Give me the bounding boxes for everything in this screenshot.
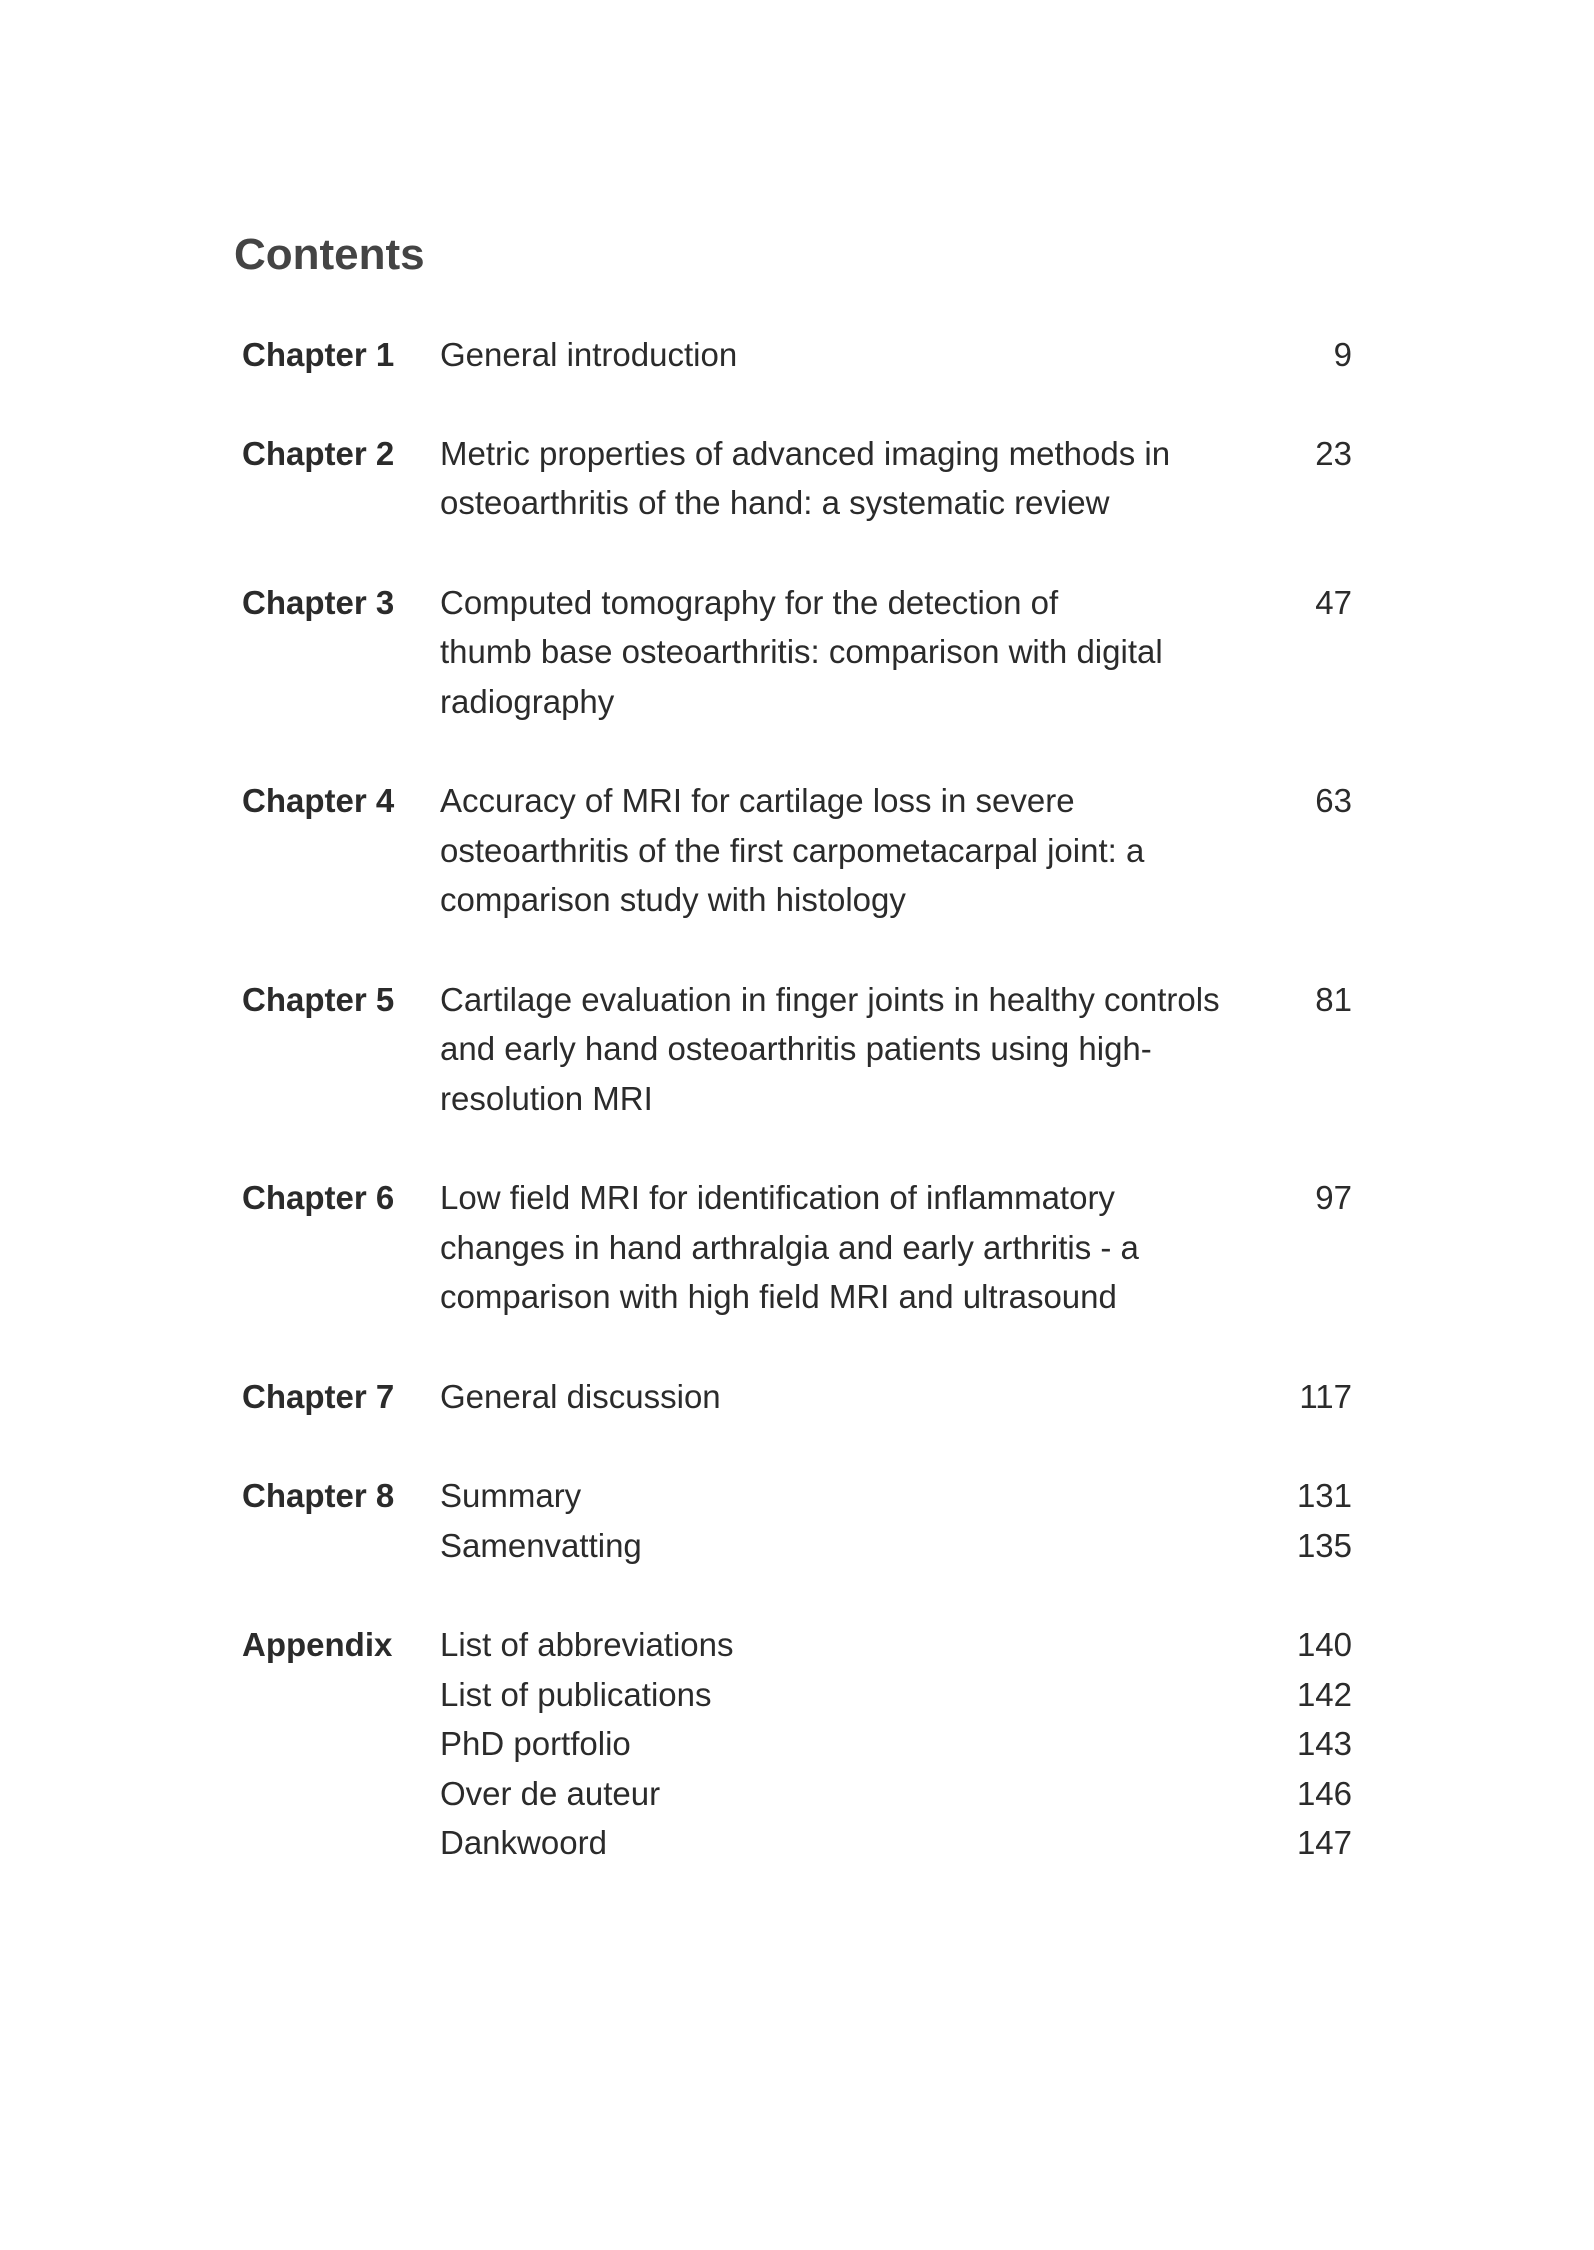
- toc-title-line: and early hand osteoarthritis patients using high-: [440, 1030, 1152, 1067]
- toc-entry-page: 23: [1315, 434, 1352, 472]
- toc-entry-title: General discussion: [440, 1377, 721, 1415]
- toc-entry-page: 135: [1296, 1526, 1352, 1564]
- toc-entry-title: Samenvatting: [440, 1526, 642, 1564]
- toc-title-line: resolution MRI: [440, 1079, 653, 1117]
- toc-entry[interactable]: [440, 1818, 1352, 1868]
- toc-entries: [440, 578, 1352, 727]
- toc-entry-title: [440, 429, 1240, 528]
- toc-row-chapter-8: [242, 1471, 1352, 1570]
- toc-entry-title: Summary: [440, 1477, 582, 1514]
- toc-entry-page: 9: [1333, 336, 1352, 373]
- toc-row-chapter-5: [242, 975, 1352, 1124]
- toc-entry-title: General introduction: [440, 336, 738, 373]
- toc-title-line: Cartilage evaluation in finger joints in healthy controls: [440, 980, 1220, 1018]
- toc-row-chapter-3: [242, 578, 1352, 727]
- toc-entry-title: Over de auteur: [440, 1774, 661, 1812]
- toc-label: Chapter 1: [242, 336, 395, 373]
- toc-entries: [440, 975, 1352, 1124]
- toc-label: Chapter 7: [242, 1377, 395, 1415]
- toc-entry[interactable]: [440, 975, 1352, 1124]
- toc-entry-title: Dankwoord: [440, 1824, 607, 1861]
- toc-entries: [440, 1471, 1352, 1570]
- toc-title-line: changes in hand arthralgia and early arthritis - a: [440, 1228, 1139, 1266]
- toc-entry-title: List of publications: [440, 1675, 712, 1713]
- toc-title-line: Low field MRI for identification of inflammatory: [440, 1179, 1115, 1216]
- toc-row-chapter-4: [242, 776, 1352, 925]
- toc-entry-page: 143: [1296, 1725, 1352, 1762]
- toc-entry[interactable]: [440, 1769, 1352, 1819]
- toc-row-chapter-1: [242, 330, 1352, 380]
- toc-label: Appendix: [242, 1626, 393, 1663]
- toc-entry[interactable]: [440, 1173, 1352, 1322]
- toc-title-line: Accuracy of MRI for cartilage loss in severe: [440, 782, 1075, 819]
- toc-entry-page: 142: [1296, 1675, 1352, 1713]
- toc-entry-page: 63: [1315, 782, 1352, 819]
- toc-entry[interactable]: [440, 429, 1352, 528]
- toc-title-line: osteoarthritis of the hand: a systematic review: [440, 484, 1110, 521]
- toc-entry-page: 117: [1299, 1377, 1352, 1415]
- toc-label: Chapter 4: [242, 782, 395, 819]
- toc-label: Chapter 3: [242, 583, 395, 621]
- toc-entry-title: PhD portfolio: [440, 1725, 631, 1762]
- table-of-contents: [242, 330, 1352, 1868]
- toc-entry[interactable]: [440, 1719, 1352, 1769]
- toc-title-line: Metric properties of advanced imaging methods in: [440, 434, 1171, 472]
- toc-entries: [440, 1372, 1352, 1422]
- toc-row-chapter-2: [242, 429, 1352, 528]
- toc-label: Chapter 2: [242, 434, 395, 472]
- toc-title-line: comparison study with histology: [440, 881, 906, 918]
- toc-entries: [440, 429, 1352, 528]
- toc-entry[interactable]: [440, 1372, 1352, 1422]
- toc-entry-title: [440, 1173, 1240, 1322]
- toc-entry-page: 146: [1296, 1774, 1352, 1812]
- toc-row-chapter-6: [242, 1173, 1352, 1322]
- toc-title-line: Computed tomography for the detection of: [440, 583, 1059, 621]
- toc-entry[interactable]: [440, 1620, 1352, 1670]
- toc-entry-title: List of abbreviations: [440, 1626, 734, 1663]
- toc-entry[interactable]: [440, 578, 1352, 727]
- toc-entry-page: 97: [1315, 1179, 1352, 1216]
- toc-entry-title: [440, 578, 1240, 727]
- toc-entry-page: 131: [1296, 1477, 1352, 1514]
- toc-entry[interactable]: [440, 1471, 1352, 1521]
- toc-entries: [440, 1173, 1352, 1322]
- page-title: Contents: [234, 230, 425, 279]
- toc-entry-page: 147: [1296, 1824, 1352, 1861]
- toc-entry[interactable]: [440, 1670, 1352, 1720]
- toc-label: Chapter 5: [242, 980, 395, 1018]
- toc-title-line: osteoarthritis of the first carpometacarpal joint: a: [440, 831, 1145, 869]
- toc-row-appendix: [242, 1620, 1352, 1868]
- toc-entry-title: [440, 975, 1240, 1124]
- toc-entry-page: 81: [1315, 980, 1352, 1018]
- toc-entry-page: 47: [1315, 583, 1352, 621]
- toc-entries: [440, 330, 1352, 380]
- toc-title-line: radiography: [440, 682, 615, 720]
- toc-row-chapter-7: [242, 1372, 1352, 1422]
- toc-label: Chapter 8: [242, 1477, 395, 1514]
- toc-entry-page: 140: [1296, 1626, 1352, 1663]
- toc-entry[interactable]: [440, 776, 1352, 925]
- toc-title-line: thumb base osteoarthritis: comparison with digital: [440, 633, 1163, 670]
- toc-label: Chapter 6: [242, 1179, 395, 1216]
- toc-title-line: comparison with high field MRI and ultrasound: [440, 1278, 1117, 1315]
- toc-entry[interactable]: [440, 330, 1352, 380]
- toc-entries: [440, 1620, 1352, 1868]
- toc-entry-title: [440, 776, 1240, 925]
- toc-entry[interactable]: [440, 1521, 1352, 1571]
- toc-entries: [440, 776, 1352, 925]
